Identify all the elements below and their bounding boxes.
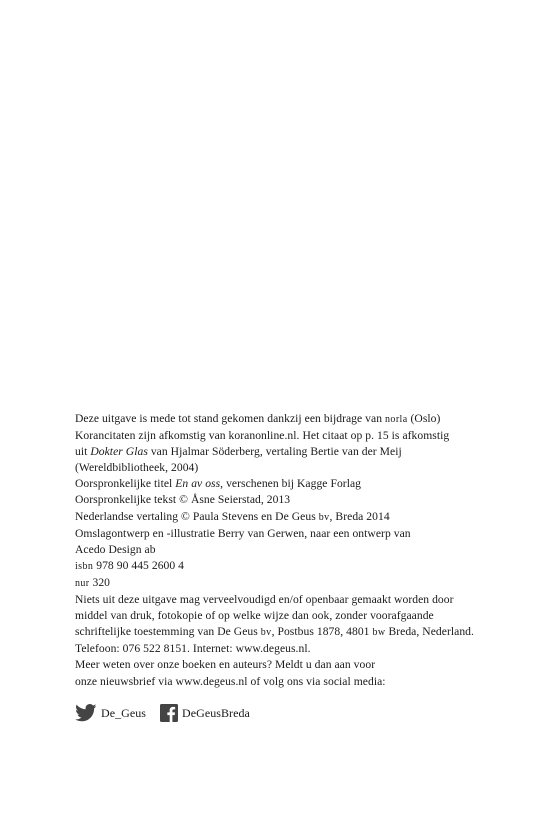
credits bbox=[75, 476, 535, 592]
norla-text-before: Deze uitgave is mede tot stand gekomen dankzij een bijdrage van bbox=[75, 412, 386, 425]
nur-label: nur bbox=[75, 577, 90, 589]
quotes-line-2-prefix: uit bbox=[75, 445, 91, 459]
facebook-handle: DeGeusBreda bbox=[182, 705, 250, 720]
translation-bv: bv bbox=[318, 511, 330, 523]
original-title-line bbox=[75, 476, 535, 492]
colophon-text bbox=[75, 411, 535, 722]
rights-city: Breda, Nederland. bbox=[385, 625, 474, 639]
quotes-line-1: Korancitaten zijn afkomstig van koranonline.nl. Het citaat op p. 15 is afkomstig bbox=[75, 429, 450, 443]
rights-line-3 bbox=[75, 624, 535, 641]
isbn-label: isbn bbox=[75, 560, 94, 572]
norla-text-after: (Oslo) bbox=[407, 412, 441, 425]
social-media bbox=[75, 704, 535, 722]
translation-suffix: , Breda 2014 bbox=[329, 509, 390, 523]
rights-notice bbox=[75, 592, 535, 657]
quotes-line-2 bbox=[75, 444, 535, 460]
translation-prefix: Nederlandse vertaling © Paula Stevens en De Geus bbox=[75, 509, 319, 523]
rights-line-4: Telefoon: 076 522 8151. Internet: www.degeus.nl. bbox=[75, 642, 311, 656]
quotes-line-2-rest: van Hjalmar Söderberg, vertaling Bertie van der Meij bbox=[147, 445, 402, 459]
newsletter-line-1: Meer weten over onze boeken en auteurs? Meldt u dan aan voor bbox=[75, 658, 376, 672]
cover-design-line-2: Acedo Design ab bbox=[75, 542, 156, 556]
facebook-link[interactable] bbox=[160, 704, 250, 722]
rights-postcode-letters: bw bbox=[372, 627, 386, 639]
rights-line-2: middel van druk, fotokopie of op welke wijze dan ook, zonder voorafgaande bbox=[75, 609, 434, 623]
original-title-prefix: Oorspronkelijke titel bbox=[75, 477, 176, 491]
original-text-copyright: Oorspronkelijke tekst © Åsne Seierstad, 2013 bbox=[75, 493, 291, 507]
rights-line-1: Niets uit deze uitgave mag verveelvoudigd en/of openbaar gemaakt worden door bbox=[75, 593, 454, 607]
rights-line-3-prefix: schriftelijke toestemming van De Geus bbox=[75, 625, 261, 639]
twitter-handle: De_Geus bbox=[101, 705, 147, 720]
nur-value: 320 bbox=[89, 575, 111, 589]
quoted-book-title: Dokter Glas bbox=[90, 445, 148, 459]
twitter-bird-icon bbox=[75, 704, 97, 722]
isbn-line bbox=[75, 558, 535, 575]
rights-bv: bv bbox=[260, 627, 272, 639]
isbn-value: 978 90 445 2600 4 bbox=[93, 558, 185, 572]
norla-org: norla bbox=[385, 414, 408, 425]
norla-credit bbox=[75, 411, 535, 428]
quotes-source bbox=[75, 428, 535, 476]
original-title: En av oss bbox=[175, 477, 221, 491]
facebook-f-icon bbox=[160, 704, 178, 722]
newsletter-line-2: onze nieuwsbrief via www.degeus.nl of volg ons via social media: bbox=[75, 674, 386, 688]
cover-design-line-1: Omslagontwerp en -illustratie Berry van Gerwen, naar een ontwerp van bbox=[75, 526, 411, 540]
original-title-suffix: , verschenen bij Kagge Forlag bbox=[220, 477, 362, 491]
twitter-link[interactable] bbox=[75, 704, 146, 722]
translation-line bbox=[75, 509, 535, 526]
nur-line bbox=[75, 575, 535, 592]
newsletter-notice bbox=[75, 657, 535, 689]
quotes-line-3: (Wereldbibliotheek, 2004) bbox=[75, 461, 199, 475]
rights-address: , Postbus 1878, 4801 bbox=[271, 625, 373, 639]
